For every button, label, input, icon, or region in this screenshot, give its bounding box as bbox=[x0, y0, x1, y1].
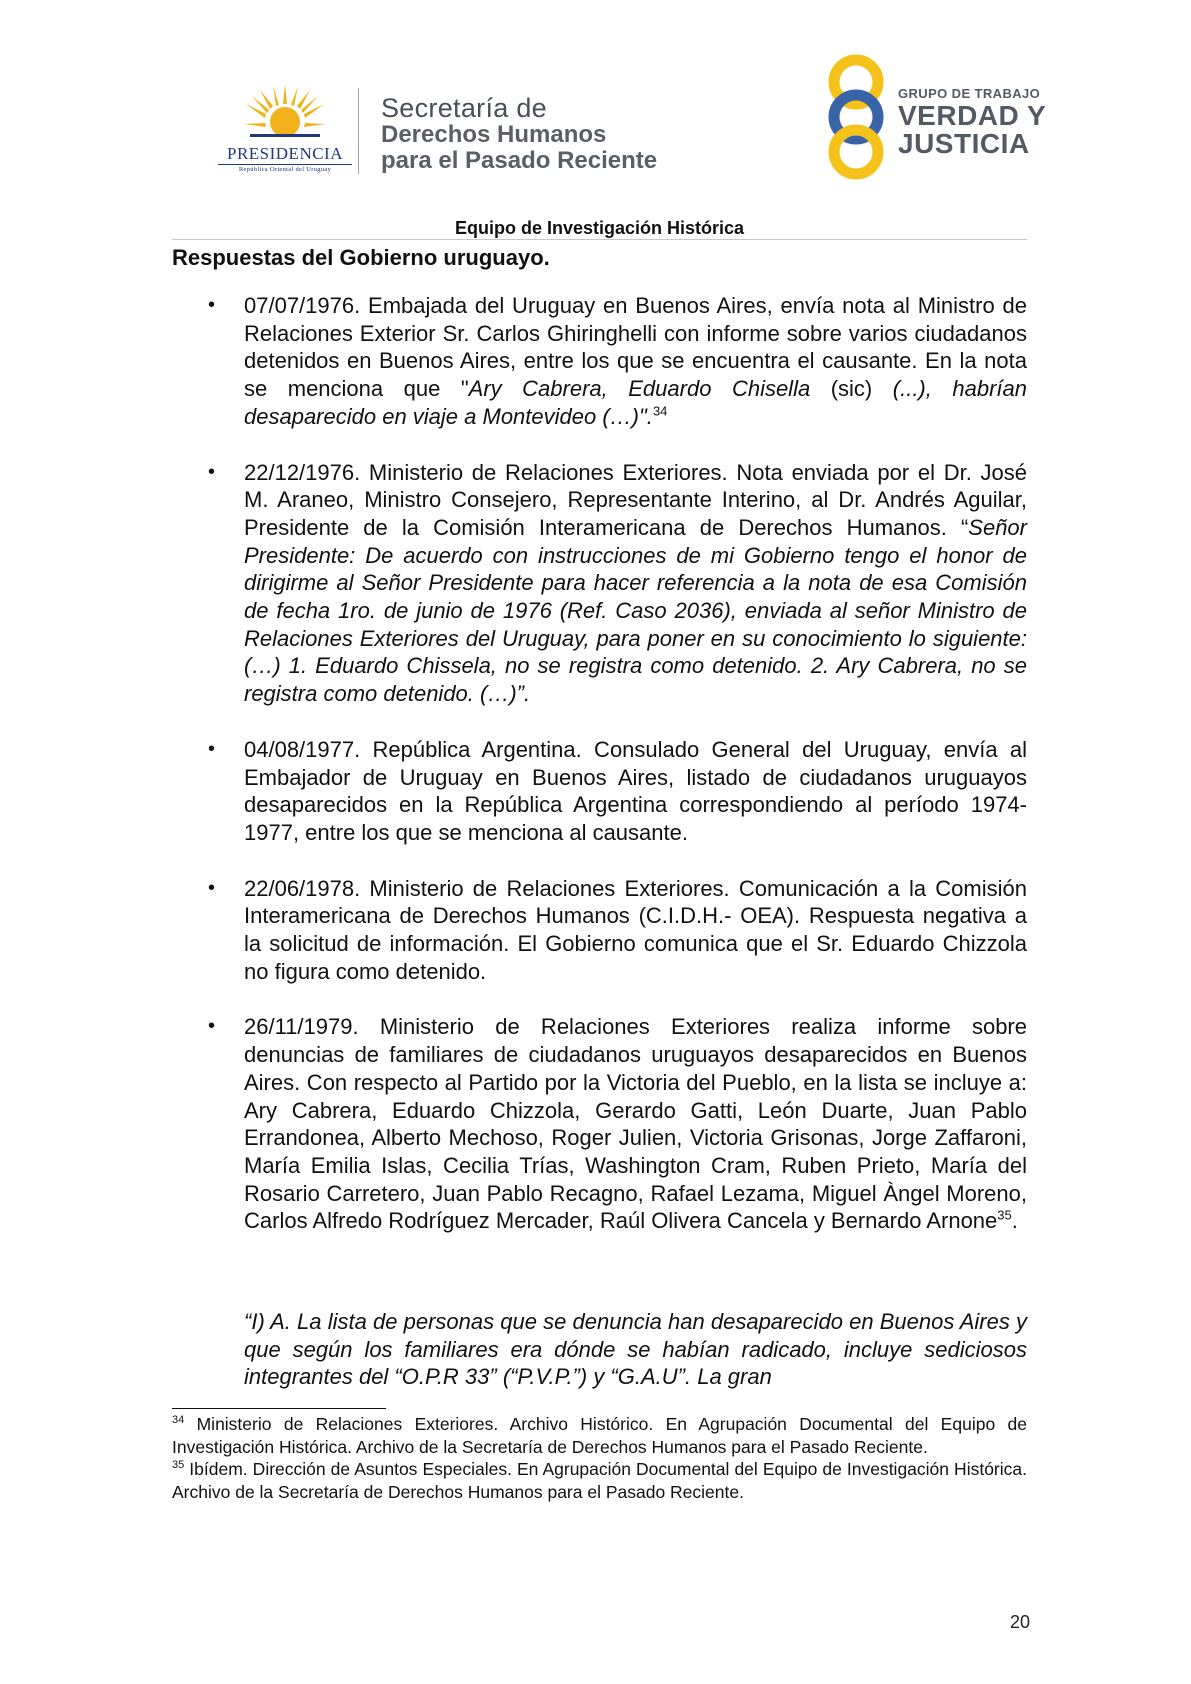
bullet: • bbox=[208, 737, 216, 760]
presidencia-tagline: República Oriental del Uruguay bbox=[238, 166, 332, 173]
footnote-number: 35 bbox=[172, 1459, 185, 1472]
footnote-number: 34 bbox=[172, 1414, 185, 1427]
secretaria-line-1: Secretaría de bbox=[381, 93, 547, 123]
footnote-ref-link[interactable]: 35 bbox=[997, 1208, 1012, 1224]
secretaria-line-2: Derechos Humanos bbox=[381, 121, 607, 148]
quote-block: “I) A. La lista de personas que se denuncia han desaparecido en Buenos Aires y que según los familiares era dónde se habían radicado, incluye sediciosos integrantes del “O.P.R 33” (“P.V.P.”) y “G.A.U”. La gran bbox=[244, 1309, 1027, 1390]
entry-text-part: 22/12/1976. Ministerio de Relaciones Exteriores. Nota enviada por el Dr. José M. Araneo, Ministro Consejero, Representante Interino, al Dr. Andrés Aguilar, Presidente de la Comisión Interamericana de Derechos Humanos. “ bbox=[244, 459, 1027, 540]
entry-text bbox=[244, 736, 1027, 847]
footnote bbox=[172, 1413, 1027, 1458]
secretaria-logo-text bbox=[381, 94, 657, 174]
footnote bbox=[172, 1458, 1027, 1503]
page-number: 20 bbox=[1009, 1612, 1030, 1632]
entry-italic-part: Señor Presidente: De acuerdo con instrucciones de mi Gobierno tengo el honor de dirigirme al Señor Presidente para hacer referencia a la nota de esa Comisión de fecha 1ro. de junio de 1976 (Ref. Caso 2036), enviada al señor Ministro de Relaciones Exteriores del Uruguay, para poner en su conocimiento lo siguiente: (…) 1. Eduardo Chissela, no se registra como detenido. 2. Ary Cabrera, no se registra como detenido. (…)”. bbox=[244, 514, 1027, 707]
bullet: • bbox=[208, 1015, 216, 1038]
verdad-label: VERDAD Y bbox=[898, 100, 1047, 131]
presidencia-logo bbox=[210, 82, 360, 174]
section-title: Respuestas del Gobierno uruguayo. bbox=[172, 245, 550, 270]
entry-text-part: 07/07/1976. Embajada del Uruguay en Buenos Aires, envía nota al Ministro de Relaciones Exterior Sr. Carlos Ghiringhelli con informe sobre varios ciudadanos detenidos en Buenos Aires, entre los que se encuentra el causante. En la nota se menciona que " bbox=[244, 293, 1027, 402]
entry-text-part: 26/11/1979. Ministerio de Relaciones Exteriores realiza informe sobre denuncias de familiares de ciudadanos uruguayos desaparecidos en Buenos Aires. Con respecto al Partido por la Victoria del Pueblo, en la lista se incluye a: Ary Cabrera, Eduardo Chizzola, Gerardo Gatti, León Duarte, Juan Pablo Errandonea, Alberto Mechoso, Roger Julien, Victoria Grisonas, Jorge Zaffaroni, María Emilia Islas, Cecilia Trías, Washington Cram, Ruben Prieto, María del Rosario Carretero, Juan Pablo Recagno, Rafael Lezama, Miguel Àngel Moreno, Carlos Alfredo Rodríguez Mercader, Raúl Olivera Cancela y Bernardo Arnone bbox=[244, 1014, 1027, 1234]
list-item bbox=[172, 1013, 1027, 1235]
grupo-label: GRUPO DE TRABAJO bbox=[898, 86, 1041, 101]
list-item bbox=[172, 459, 1027, 708]
footnote-text: Ministerio de Relaciones Exteriores. Archivo Histórico. En Agrupación Documental del Equipo de Investigación Histórica. Archivo de la Secretaría de Derechos Humanos para el Pasado Reciente. bbox=[172, 1414, 1027, 1457]
presidencia-rule bbox=[218, 164, 352, 165]
logo-divider bbox=[358, 88, 359, 174]
entry-text bbox=[244, 292, 1027, 431]
list-item bbox=[172, 736, 1027, 847]
linked-rings-icon bbox=[818, 52, 898, 182]
presidencia-wordmark: PRESIDENCIA bbox=[226, 144, 343, 163]
entry-list bbox=[172, 292, 1027, 1263]
footnote-ref-link[interactable]: 34 bbox=[652, 403, 668, 419]
list-item bbox=[172, 875, 1027, 986]
secretaria-line-3: para el Pasado Reciente bbox=[381, 147, 658, 174]
bullet: • bbox=[208, 876, 216, 899]
list-item bbox=[172, 292, 1027, 431]
bullet: • bbox=[208, 294, 216, 316]
entry-text-part: 22/06/1978. Ministerio de Relaciones Exteriores. Comunicación a la Comisión Interamericana de Derechos Humanos (C.I.D.H.- OEA). Respuesta negativa a la solicitud de información. El Gobierno comunica que el Sr. Eduardo Chizzola no figura como detenido. bbox=[244, 875, 1027, 984]
header-rule bbox=[172, 239, 1027, 240]
entry-text-part: (sic) bbox=[810, 376, 893, 402]
verdad-justicia-logo bbox=[818, 52, 1058, 182]
justicia-label: JUSTICIA bbox=[898, 128, 1030, 159]
bullet: • bbox=[208, 460, 216, 483]
footnote-separator bbox=[172, 1408, 386, 1409]
entry-text bbox=[244, 875, 1027, 986]
footnote-text: Ibídem. Dirección de Asuntos Especiales. En Agrupación Documental del Equipo de Investigación Histórica. Archivo de la Secretaría de Derechos Humanos para el Pasado Reciente. bbox=[172, 1459, 1027, 1502]
entry-text-part: . bbox=[1011, 1208, 1018, 1234]
footnotes bbox=[172, 1413, 1027, 1503]
entry-italic-part: (...), habrían desaparecido en viaje a Montevideo (…)". bbox=[244, 376, 1027, 429]
sun-emblem-icon bbox=[210, 82, 360, 146]
verdad-justicia-text bbox=[898, 86, 1046, 158]
entry-text-part: 04/08/1977. República Argentina. Consulado General del Uruguay, envía al Embajador de Uruguay en Buenos Aires, listado de ciudadanos uruguayos desaparecidos en la República Argentina correspondiendo al período 1974-1977, entre los que se menciona al causante. bbox=[244, 736, 1027, 845]
entry-text bbox=[244, 1013, 1027, 1235]
entry-text bbox=[244, 459, 1027, 708]
entry-italic-part: Ary Cabrera, Eduardo Chisella bbox=[468, 376, 811, 402]
running-header: Equipo de Investigación Histórica bbox=[454, 218, 745, 238]
